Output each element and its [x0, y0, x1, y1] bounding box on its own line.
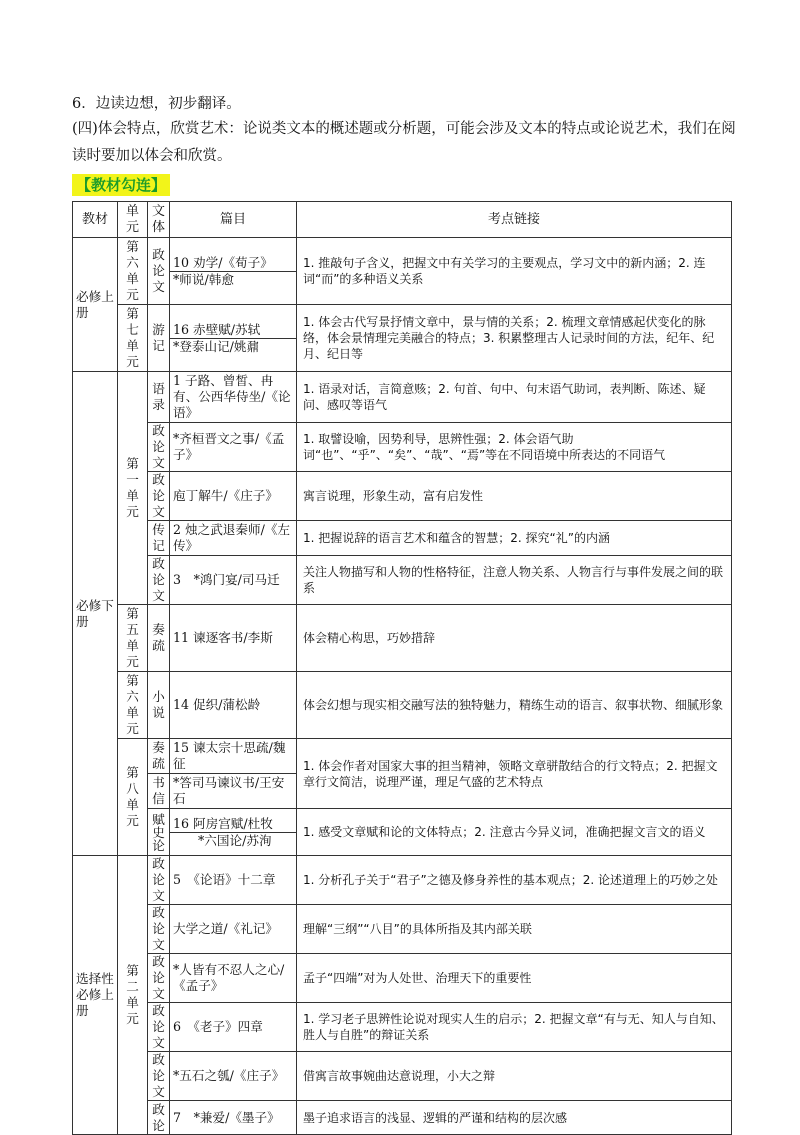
- point-cell: 关注人物描写和人物的性格特征，注意人物关系、人物言行与事件发展之间的联系: [297, 556, 732, 605]
- point-cell: 1. 感受文章赋和论的文体特点；2. 注意古今异义词，准确把握文言文的语义: [297, 809, 732, 856]
- unit-cell: 第七单元: [118, 305, 148, 372]
- genre-cell: 政论文: [148, 954, 170, 1003]
- point-cell: 借寓言故事婉曲达意说理，小大之辩: [297, 1052, 732, 1101]
- genre-cell: 游记: [148, 305, 170, 372]
- intro-line-3: 读时要加以体会和欣赏。: [72, 148, 232, 164]
- genre-cell: 政论文: [148, 423, 170, 472]
- table-row: [73, 423, 732, 472]
- table-row: [73, 556, 732, 605]
- textbook-links-table: [72, 201, 732, 1135]
- title-cell: *人皆有不忍人之心/《孟子》: [170, 954, 297, 1003]
- point-cell: 寓言说理，形象生动，富有启发性: [297, 472, 732, 521]
- genre-cell: 政论文: [148, 905, 170, 954]
- genre-cell: 政论文: [148, 1003, 170, 1052]
- table-header-row: [73, 202, 732, 238]
- unit-cell: 第八单元: [118, 739, 148, 856]
- point-cell: 孟子“四端”对为人处世、治理天下的重要性: [297, 954, 732, 1003]
- book-cell: 必修下册: [73, 372, 118, 856]
- genre-cell: 小说: [148, 672, 170, 739]
- title-cell: [170, 305, 297, 372]
- point-cell: 理解“三纲”“八目”的具体所指及其内部关联: [297, 905, 732, 954]
- header-genre: 文体: [148, 202, 170, 238]
- unit-cell: 第六单元: [118, 672, 148, 739]
- unit-cell: 第五单元: [118, 605, 148, 672]
- title-cell: *答司马谏议书/王安石: [170, 774, 297, 809]
- title-cell: 6 《老子》四章: [170, 1003, 297, 1052]
- point-cell: 体会精心构思，巧妙措辞: [297, 605, 732, 672]
- table-row: [73, 809, 732, 856]
- table-row: [73, 739, 732, 774]
- table-row: [73, 672, 732, 739]
- intro-line-1: 6．边读边想，初步翻译。: [72, 96, 241, 112]
- header-title: 篇目: [170, 202, 297, 238]
- genre-cell: 书信: [148, 774, 170, 809]
- intro-line-2: (四)体会特点，欣赏艺术：论说类文本的概述题或分析题，可能会涉及文本的特点或论说艺术，我们在阅: [72, 121, 736, 137]
- genre-cell: 政论文: [148, 856, 170, 905]
- title-cell: 14 促织/蒲松龄: [170, 672, 297, 739]
- title-cell: [170, 809, 297, 856]
- table-row: [73, 1101, 732, 1135]
- title-text: *六国论/苏洵: [170, 832, 296, 849]
- title-text: 16 阿房宫赋/杜牧: [173, 815, 273, 831]
- title-cell: 大学之道/《礼记》: [170, 905, 297, 954]
- title-cell: 2 烛之武退秦师/《左传》: [170, 521, 297, 556]
- table-row: [73, 605, 732, 672]
- title-text: *登泰山记/姚鼐: [170, 338, 296, 355]
- point-cell: 体会幻想与现实相交融写法的独特魅力，精练生动的语言、叙事状物、细腻形象: [297, 672, 732, 739]
- point-cell: 1. 推敲句子含义，把握文中有关学习的主要观点，学习文中的新内涵；2. 连词“而”的多种语义关系: [297, 238, 732, 305]
- unit-cell: 第六单元: [118, 238, 148, 305]
- table-row: [73, 472, 732, 521]
- genre-cell: 政论文: [148, 472, 170, 521]
- title-cell: 庖丁解牛/《庄子》: [170, 472, 297, 521]
- point-cell: 1. 分析孔子关于“君子”之德及修身养性的基本观点；2. 论述道理上的巧妙之处: [297, 856, 732, 905]
- point-cell: 1. 体会作者对国家大事的担当精神，领略文章骈散结合的行文特点；2. 把握文章行文简洁，说理严谨，理足气盛的艺术特点: [297, 739, 732, 809]
- title-cell: *五石之瓠/《庄子》: [170, 1052, 297, 1101]
- point-cell: 1. 学习老子思辨性论说对现实人生的启示；2. 把握文章“有与无、知人与自知、胜人与自胜”的辩证关系: [297, 1003, 732, 1052]
- table-row: [73, 521, 732, 556]
- table-row: [73, 1003, 732, 1052]
- title-cell: 15 谏太宗十思疏/魏征: [170, 739, 297, 774]
- genre-cell: 政论文: [148, 556, 170, 605]
- table-row: [73, 238, 732, 305]
- section-heading-textbook-links: 【教材勾连】: [72, 174, 170, 196]
- genre-cell: 政论: [148, 1101, 170, 1135]
- genre-cell: 传记: [148, 521, 170, 556]
- point-cell: 墨子追求语言的浅显、逻辑的严谨和结构的层次感: [297, 1101, 732, 1135]
- title-text: 10 劝学/《荀子》: [173, 254, 273, 270]
- table-row: [73, 372, 732, 423]
- genre-text: 赋: [152, 811, 165, 827]
- book-cell: 选择性必修上册: [73, 856, 118, 1135]
- title-cell: 3 *鸿门宴/司马迁: [170, 556, 297, 605]
- genre-cell: 奏疏: [148, 605, 170, 672]
- title-cell: 1 子路、曾皙、冉有、公西华侍坐/《论语》: [170, 372, 297, 423]
- genre-cell: [148, 809, 170, 856]
- point-cell: 1. 语录对话，言简意赅；2. 句首、句中、句末语气助词，表判断、陈述、疑问、感叹等语气: [297, 372, 732, 423]
- title-text: *师说/韩愈: [170, 271, 296, 288]
- title-text: 16 赤壁赋/苏轼: [173, 321, 261, 337]
- table-row: [73, 905, 732, 954]
- genre-cell: 政论文: [148, 1052, 170, 1101]
- point-cell: 1. 取譬设喻，因势利导，思辨性强；2. 体会语气助词“也”、“乎”、“矣”、“哉”、“焉”等在不同语境中所表达的不同语气: [297, 423, 732, 472]
- unit-cell: 第一单元: [118, 372, 148, 605]
- genre-cell: 政论文: [148, 238, 170, 305]
- title-cell: 7 *兼爱/《墨子》: [170, 1101, 297, 1135]
- table-row: [73, 1052, 732, 1101]
- point-cell: 1. 体会古代写景抒情文章中，景与情的关系；2. 梳理文章情感起伏变化的脉络，体会景情理完美融合的特点；3. 积累整理古人记录时间的方法，纪年、纪月、纪日等: [297, 305, 732, 372]
- title-cell: *齐桓晋文之事/《孟子》: [170, 423, 297, 472]
- table-row: [73, 954, 732, 1003]
- unit-cell: 第二单元: [118, 856, 148, 1135]
- title-cell: 11 谏逐客书/李斯: [170, 605, 297, 672]
- point-cell: 1. 把握说辞的语言艺术和蕴含的智慧；2. 探究“礼”的内涵: [297, 521, 732, 556]
- book-cell: 必修上册: [73, 238, 118, 372]
- header-unit: 单元: [118, 202, 148, 238]
- table-row: [73, 856, 732, 905]
- title-cell: 5 《论语》十二章: [170, 856, 297, 905]
- genre-cell: 奏疏: [148, 739, 170, 774]
- table-row: [73, 305, 732, 372]
- title-cell: [170, 238, 297, 305]
- header-exam-points: 考点链接: [297, 202, 732, 238]
- genre-text: 史论: [152, 824, 165, 853]
- genre-cell: 语录: [148, 372, 170, 423]
- header-textbook: 教材: [73, 202, 118, 238]
